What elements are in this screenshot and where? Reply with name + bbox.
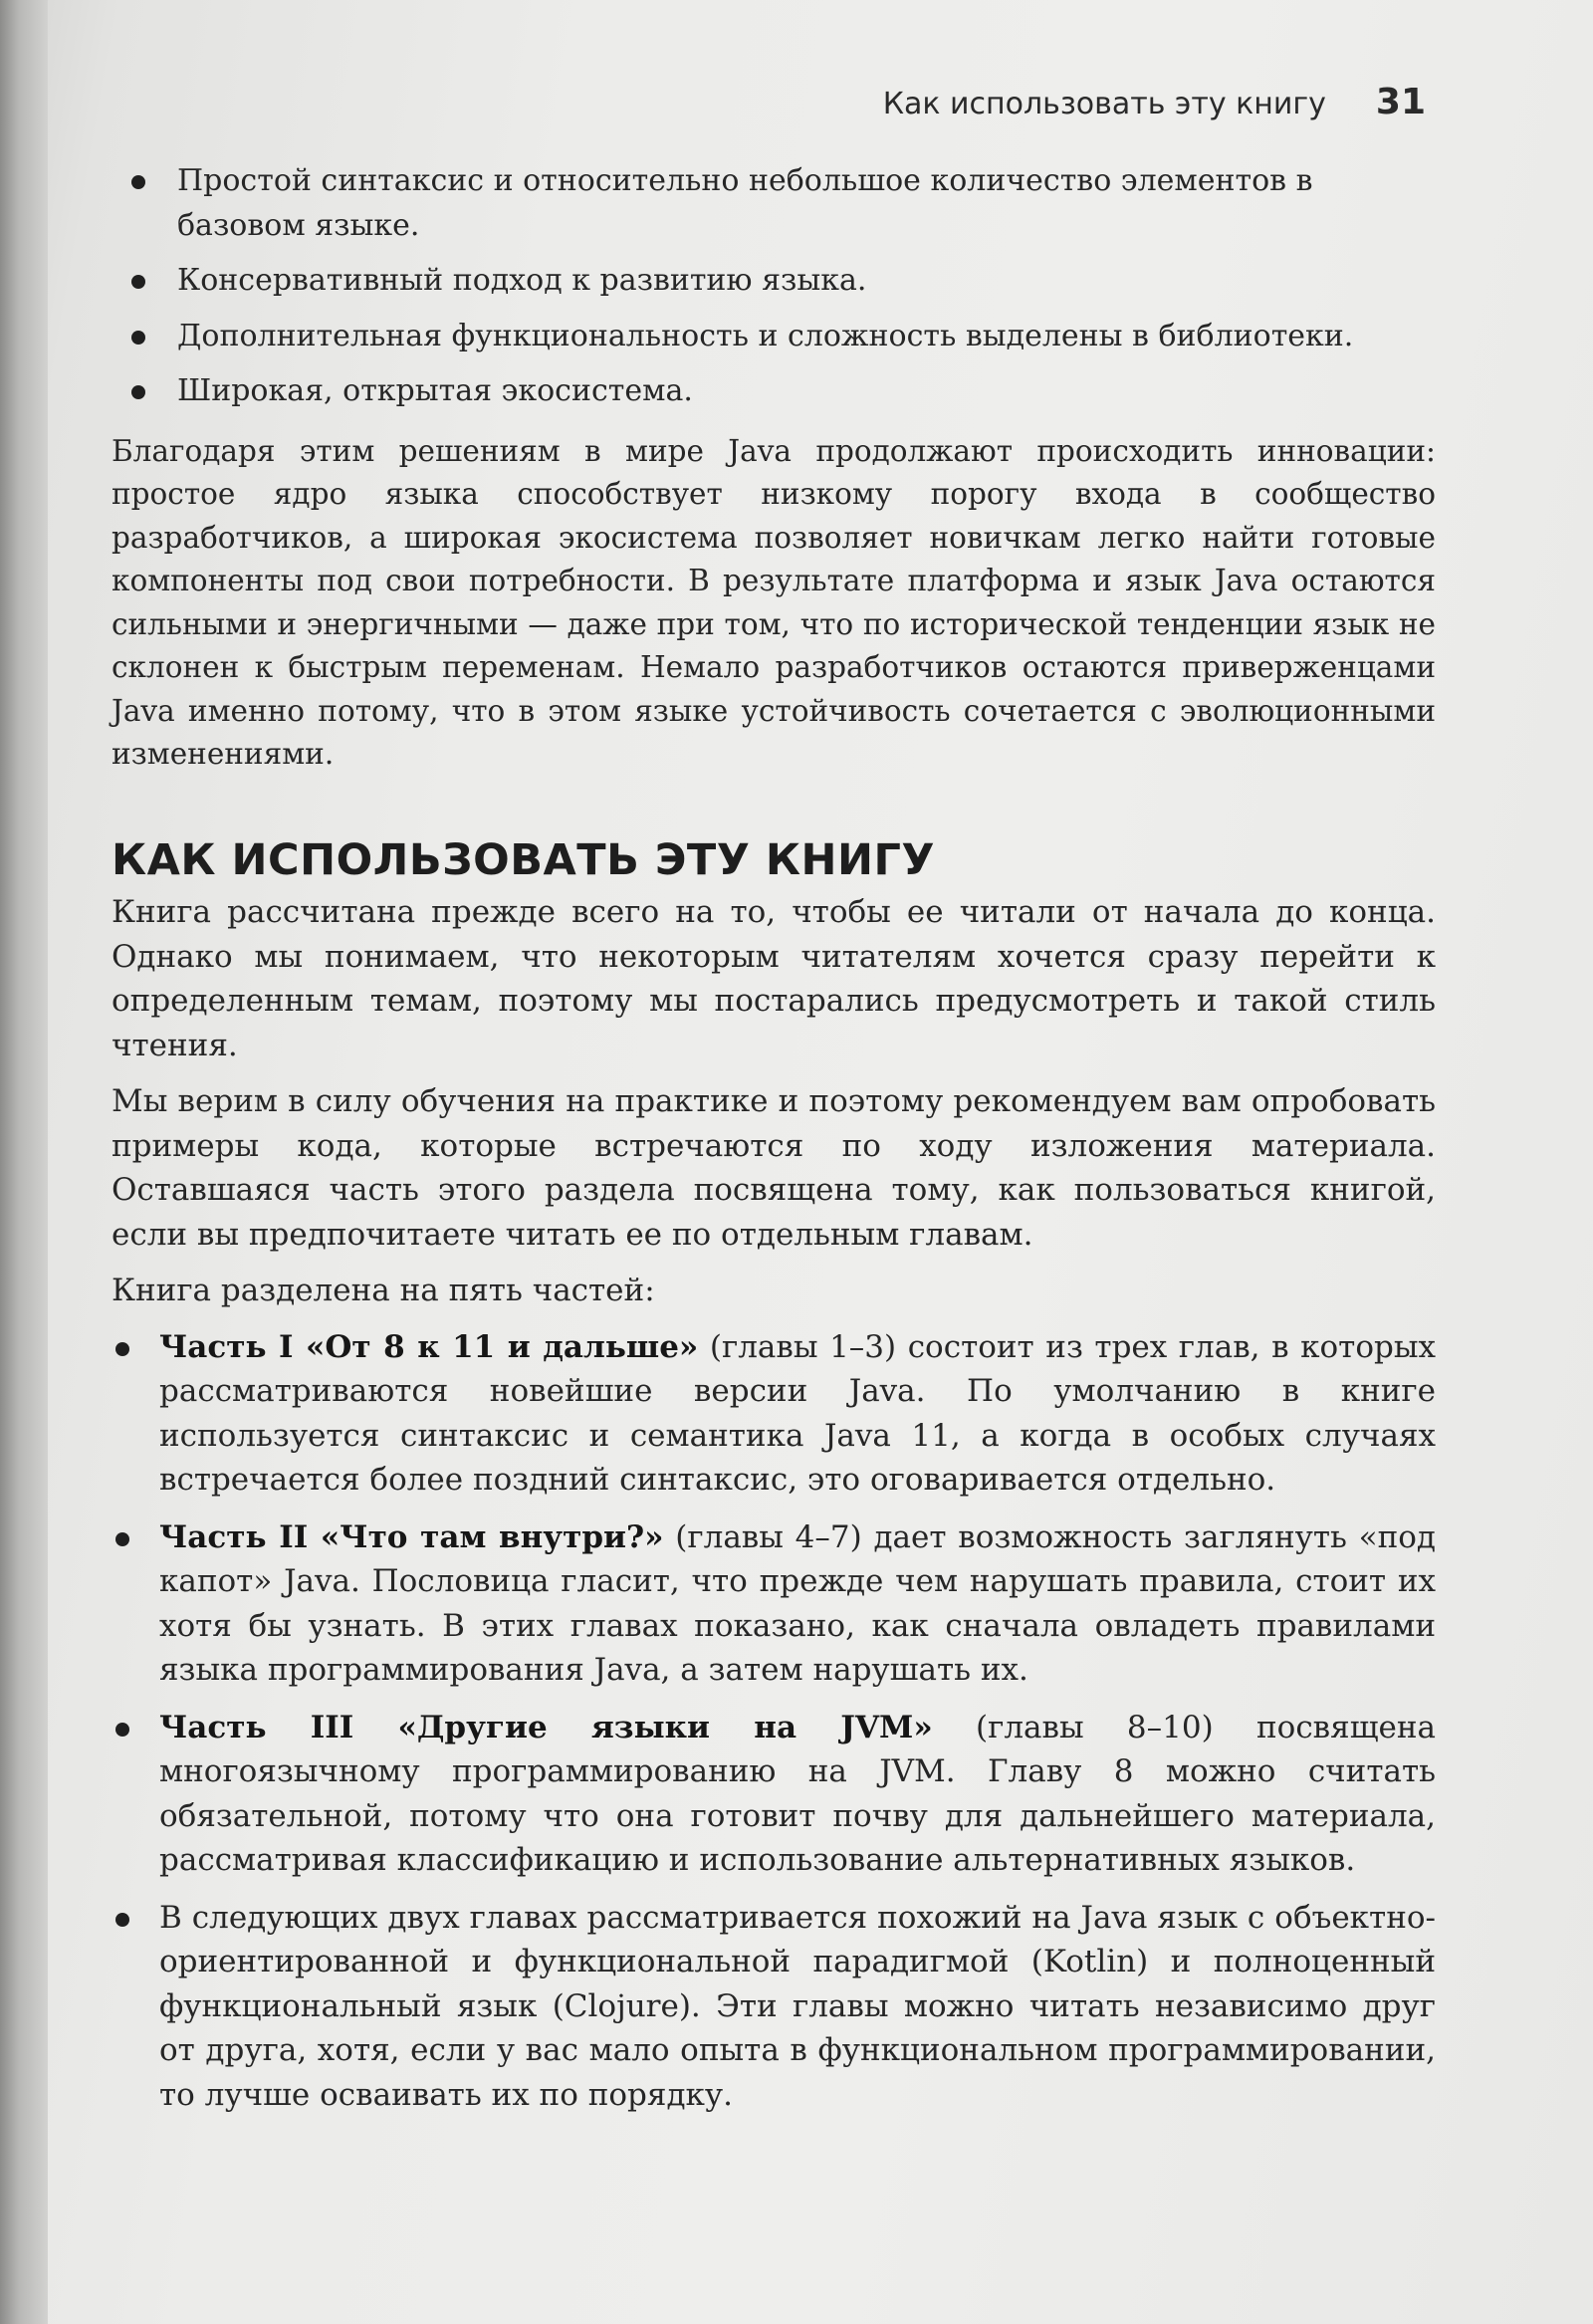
part-text: В следующих двух главах рассматривается похожий на Java язык с объектно-ориентированной и функциональной парадигмой (Kotlin) и полноценный функциональный язык (Clojure). Эти главы можно читать независимо друг от друга, хотя, если у вас мало опыта в функциональном программировании, то лучше осваивать их по порядку. (159, 1899, 1436, 2113)
book-parts-list (112, 1325, 1436, 2118)
list-item-text: Простой синтаксис и относительно небольшое количество элементов в базовом языке. (177, 163, 1313, 243)
list-item (112, 259, 1436, 304)
section-paragraph: Книга разделена на пять частей: (112, 1273, 655, 1308)
part-text: (главы 4–7) дает возможность заглянуть «под капот» Java. Пословица гласит, что прежде чем нарушать правила, стоит их хотя бы узнать. В этих главах показано, как сначала овладеть правилами языка программирования Java, а затем нарушать их. (159, 1518, 1436, 1688)
part-title: Часть III «Другие языки на JVM» (159, 1709, 933, 1745)
section-paragraph: Книга рассчитана прежде всего на то, чтобы ее читали от начала до конца. Однако мы понимаем, что некоторым читателям хочется сразу перейти к определенным темам, поэтому мы постарались предусмотреть и такой стиль чтения. (112, 894, 1436, 1063)
page-number: 31 (1375, 82, 1426, 122)
section-heading: КАК ИСПОЛЬЗОВАТЬ ЭТУ КНИГУ (112, 834, 936, 885)
list-item-text: Консервативный подход к развитию языка. (177, 263, 867, 298)
list-item-text: Дополнительная функциональность и сложность выделены в библиотеки. (177, 318, 1354, 353)
running-head (883, 82, 1426, 122)
bullet-dot-icon (115, 1342, 129, 1356)
list-item (112, 159, 1436, 248)
part-text: (главы 1–3) состоит из трех глав, в которых рассматриваются новейшие версии Java. По умолчанию в книге используется синтаксис и семантика Java 11, а когда в особых случаях встречается более поздний синтаксис, это оговаривается отдельно. (159, 1328, 1436, 1498)
innovation-paragraph: Благодаря этим решениям в мире Java продолжают происходить инновации: простое ядро языка способствует низкому порогу входа в сообщество разработчиков, а широкая экосистема позволяет новичкам легко найти готовые компоненты под свои потребности. В результате платформа и язык Java остаются сильными и энергичными — даже при том, что по исторической тенденции язык не склонен к быстрым переменам. Немало разработчиков остаются приверженцами Java именно потому, что в этом языке устойчивость сочетается с эволюционными изменениями. (112, 433, 1436, 771)
bullet-dot-icon (131, 275, 145, 289)
list-item (112, 1515, 1436, 1693)
bullet-dot-icon (131, 175, 145, 189)
list-item (112, 1706, 1436, 1883)
part-title: Часть I «От 8 к 11 и дальше» (159, 1328, 699, 1365)
list-item (112, 1325, 1436, 1503)
page-body (112, 159, 1436, 2133)
bullet-dot-icon (115, 1532, 129, 1546)
intro-bullet-list (112, 159, 1436, 414)
list-item-text: Широкая, открытая экосистема. (177, 373, 693, 408)
list-item (112, 315, 1436, 359)
bullet-dot-icon (115, 1723, 129, 1737)
bullet-dot-icon (131, 385, 145, 399)
bullet-dot-icon (115, 1913, 129, 1927)
part-title: Часть II «Что там внутри?» (159, 1518, 664, 1555)
list-item (112, 369, 1436, 414)
section-paragraph: Мы верим в силу обучения на практике и поэтому рекомендуем вам опробовать примеры кода, которые встречаются по ходу изложения материала. Оставшаяся часть этого раздела посвящена тому, как пользоваться книгой, если вы предпочитаете читать ее по отдельным главам. (112, 1083, 1436, 1253)
part-text: (главы 8–10) посвящена многоязычному программированию на JVM. Главу 8 можно считать обязательной, потому что она готовит почву для дальнейшего материала, рассматривая классификацию и использование альтернативных языков. (159, 1709, 1437, 1878)
bullet-dot-icon (131, 331, 145, 345)
running-title: Как использовать эту книгу (882, 87, 1326, 121)
book-spine-shadow (0, 0, 48, 2324)
list-item (112, 1896, 1436, 2118)
